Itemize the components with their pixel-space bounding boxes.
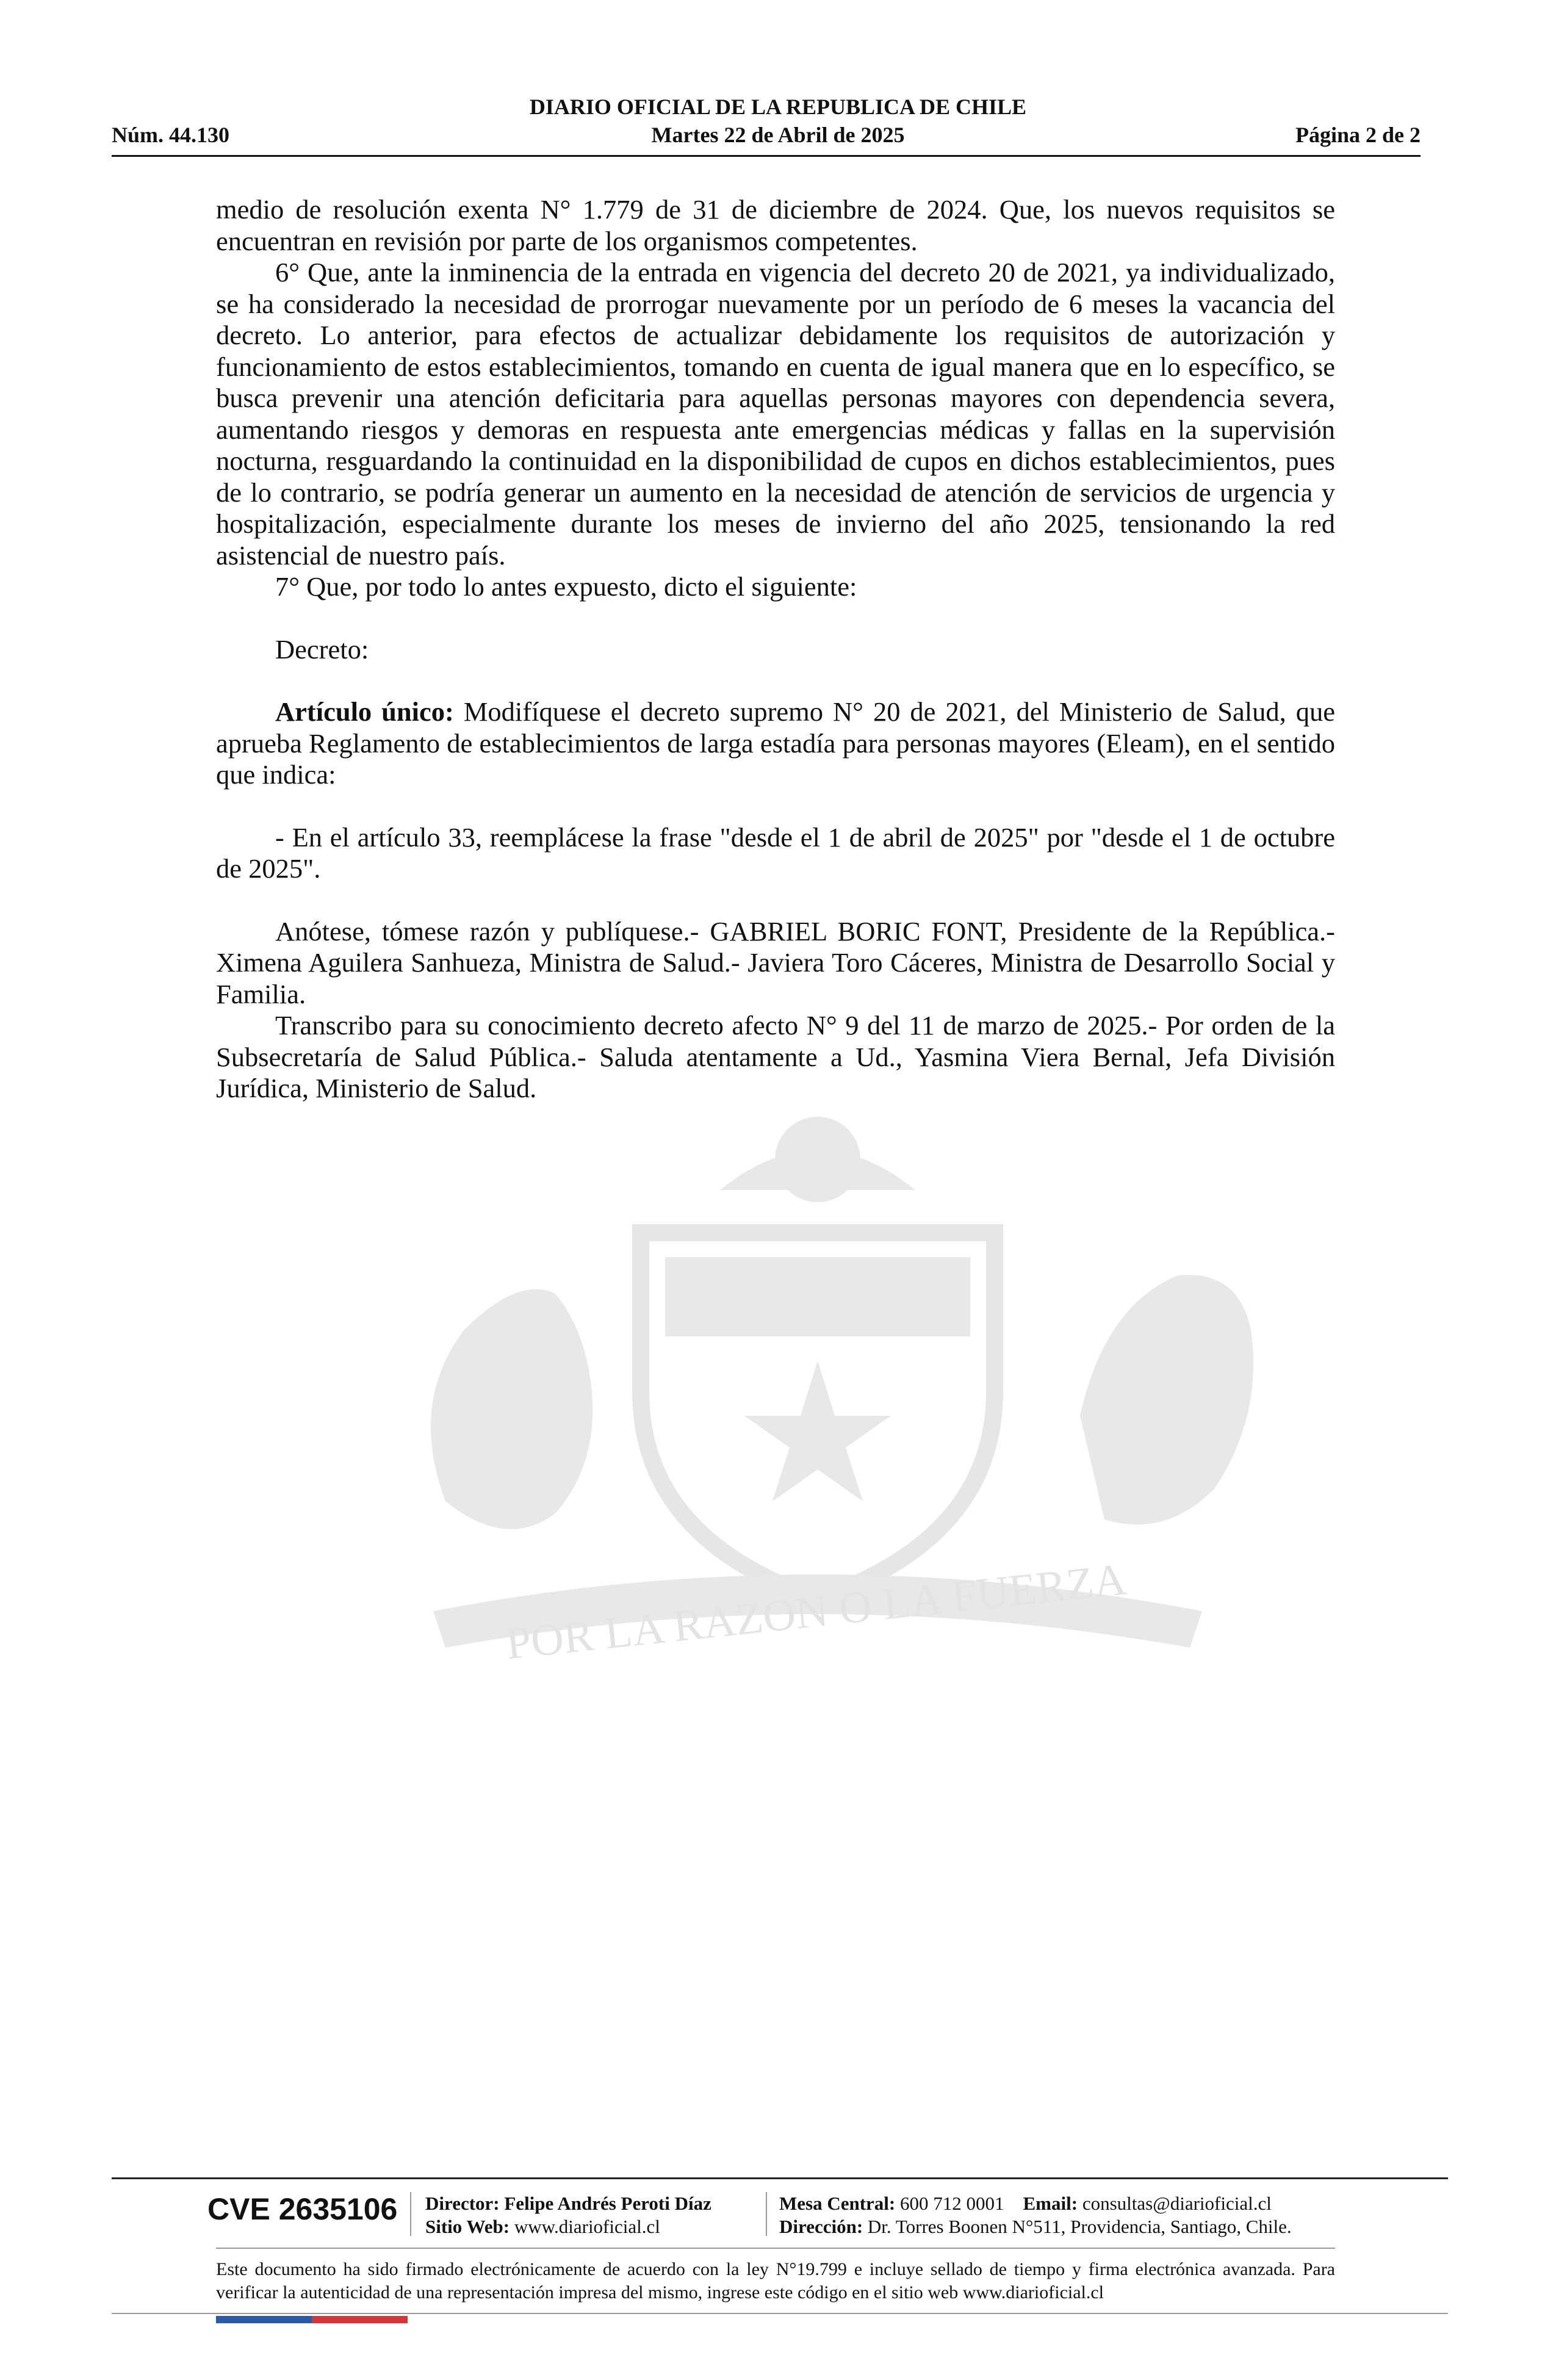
paragraph-continuation: medio de resolución exenta N° 1.779 de 31 de diciembre de 2024. Que, los nuevos requisitos se encuentran en revisión por parte de los organismos competentes. xyxy=(216,194,1335,256)
website-label: Sitio Web: xyxy=(425,2216,510,2237)
footer-divider-mid xyxy=(216,2248,1335,2249)
paragraph-anotese: Anótese, tómese razón y publíquese.- GABRIEL BORIC FONT, Presidente de la República.- Ximena Aguilera Sanhueza, Ministra de Salud.- Javiera Toro Cáceres, Ministra de Desarrollo Social y Familia. xyxy=(216,915,1335,1009)
flag-stripe-blue xyxy=(216,2316,312,2323)
articulo-label: Artículo único: xyxy=(275,696,454,727)
decreto-heading: Decreto: xyxy=(275,633,369,665)
address-value: Dr. Torres Boonen N°511, Providencia, Santiago, Chile. xyxy=(867,2216,1292,2237)
chilean-coat-of-arms-icon xyxy=(431,1117,1253,1648)
footer-separator xyxy=(410,2192,411,2236)
flag-stripe-red xyxy=(312,2316,408,2323)
paragraph-considerando-6: 6° Que, ante la inminencia de la entrada en vigencia del decreto 20 de 2021, ya individualizado, se ha considerado la necesidad de prorrogar nuevamente por un período de 6 meses la vacancia del decreto. Lo anterior, para efectos de actualizar debidamente los requisitos de autorización y funcionamiento de estos establecimientos, tomando en cuenta de igual manera que en lo específico, se busca prevenir una atención deficitaria para aquellas personas mayores con dependencia severa, aumentando riesgos y demoras en respuesta ante emergencias médicas y fallas en la supervisión nocturna, resguardando la continuidad en la disponibilidad de cupos en dichos establecimientos, pues de lo contrario, se podría generar un aumento en la necesidad de atención de servicios de urgencia y hospitalización, especialmente durante los meses de invierno del año 2025, tensionando la red asistencial de nuestro país. xyxy=(216,257,1335,571)
footer-separator xyxy=(766,2192,767,2236)
mesa-central-label: Mesa Central: xyxy=(779,2193,896,2214)
mesa-central-phone: 600 712 0001 xyxy=(900,2193,1004,2214)
issue-number: Núm. 44.130 xyxy=(112,123,230,147)
signature-note-text: Este documento ha sido firmado electrónicamente de acuerdo con la ley N°19.799 e incluye sellado de tiempo y firma electrónica avanzada. Para verificar la autenticidad de una representación impresa del mismo, ingrese este código en el sitio web www.diarioficial.cl xyxy=(216,2259,1335,2302)
footer-divider-top xyxy=(112,2177,1448,2179)
cve-code: CVE 2635106 xyxy=(207,2192,398,2226)
footer-divider-bottom xyxy=(112,2313,1448,2314)
footer-director-block xyxy=(425,2192,711,2238)
issue-date: Martes 22 de Abril de 2025 xyxy=(651,123,905,147)
director-name: Felipe Andrés Peroti Díaz xyxy=(504,2193,711,2214)
page-indicator: Página 2 de 2 xyxy=(1295,123,1421,147)
paragraph-considerando-7: 7° Que, por todo lo antes expuesto, dicto el siguiente: xyxy=(275,571,857,602)
articulo-unico xyxy=(216,696,1335,791)
email-link[interactable]: consultas@diarioficial.cl xyxy=(1082,2193,1272,2214)
signature-note xyxy=(216,2258,1335,2304)
address-label: Dirección: xyxy=(779,2216,863,2237)
header-divider xyxy=(112,155,1421,157)
coat-of-arms-watermark xyxy=(323,1074,1312,1690)
newspaper-title: DIARIO OFICIAL DE LA REPUBLICA DE CHILE xyxy=(529,95,1027,119)
paragraph-transcribo: Transcribo para su conocimiento decreto afecto N° 9 del 11 de marzo de 2025.- Por orden de la Subsecretaría de Salud Pública.- Saluda atentamente a Ud., Yasmina Viera Bernal, Jefa División Jurídica, Ministerio de Salud. xyxy=(216,1010,1335,1103)
coat-of-arms-motto: POR LA RAZON O LA FUERZA xyxy=(503,1554,1129,1670)
director-label: Director: xyxy=(425,2193,500,2214)
footer-contact-block xyxy=(779,2192,1292,2238)
article-33-item: - En el artículo 33, reemplácese la frase "desde el 1 de abril de 2025" por "desde el 1 de octubre de 2025". xyxy=(216,821,1335,884)
articulo-text: Modifíquese el decreto supremo N° 20 de 2021, del Ministerio de Salud, que aprueba Reglamento de establecimientos de larga estadía para personas mayores (Eleam), en el sentido que indica: xyxy=(216,696,1335,790)
website-link[interactable]: www.diarioficial.cl xyxy=(514,2216,660,2237)
email-label: Email: xyxy=(1023,2193,1078,2214)
document-body xyxy=(216,194,1335,1105)
